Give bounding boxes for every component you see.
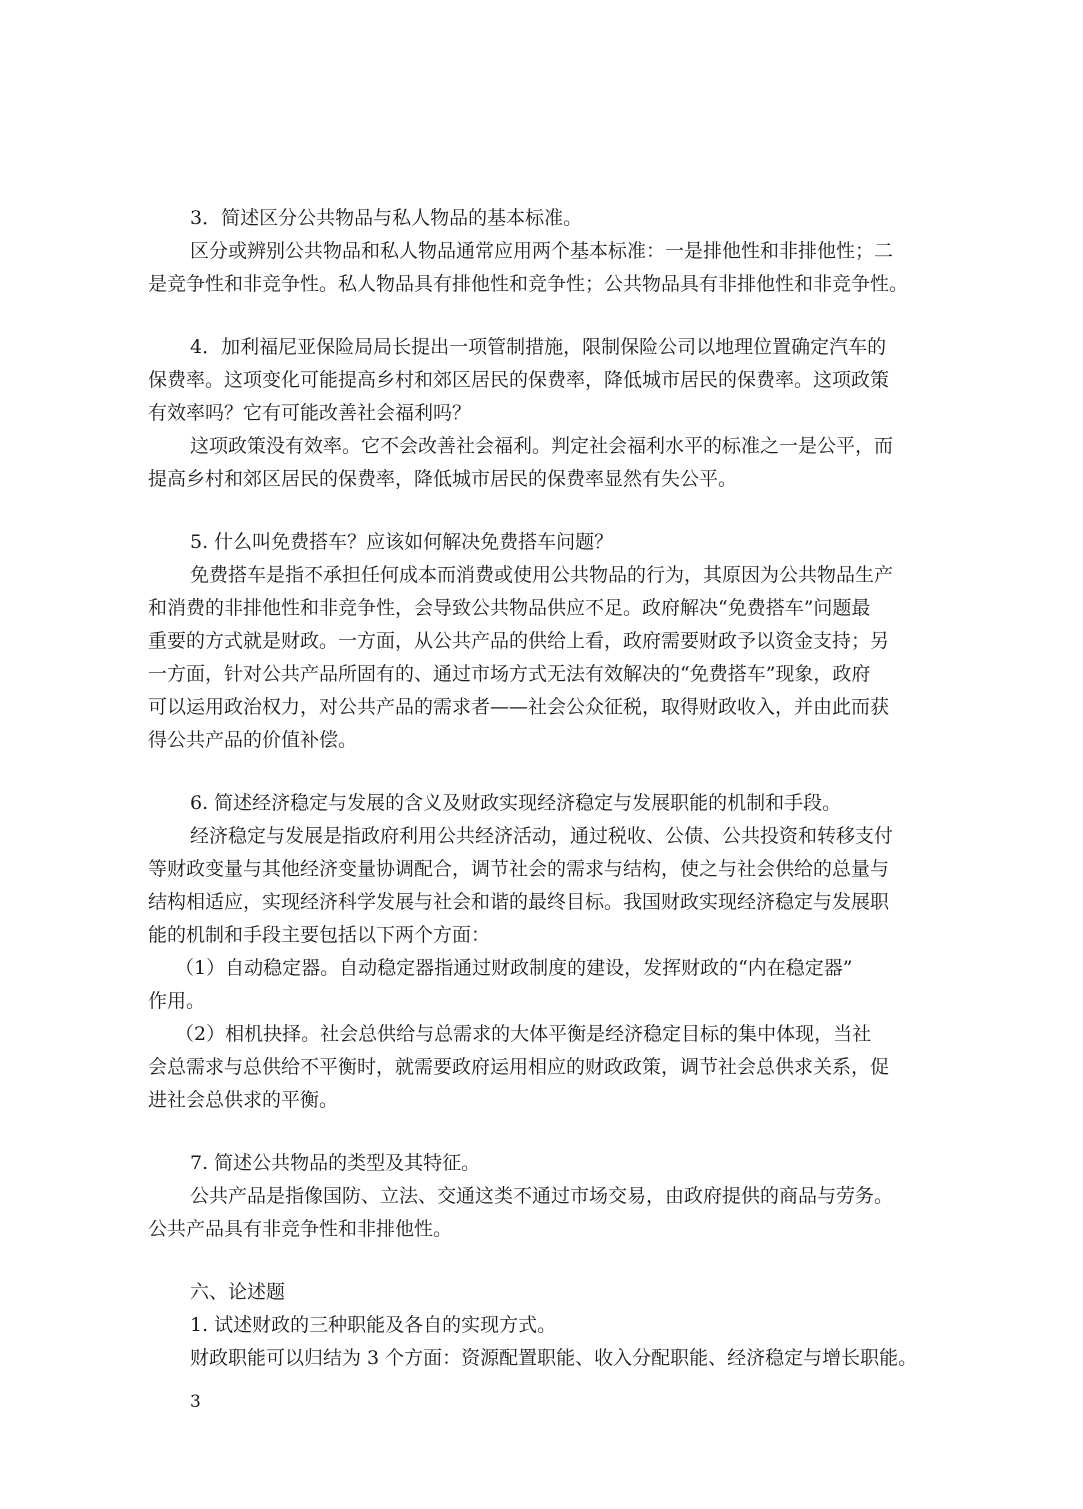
section-6-heading: 六、论述题 <box>190 1281 286 1303</box>
spacer <box>148 1246 970 1276</box>
question-6-point-1-line: 作用。 <box>148 990 206 1012</box>
question-5-answer-line: 和消费的非排他性和非竞争性，会导致公共物品供应不足。政府解决“免费搭车”问题最 <box>148 597 871 619</box>
question-4-answer-line: 提高乡村和郊区居民的保费率，降低城市居民的保费率显然有失公平。 <box>148 468 738 490</box>
question-5-title: 5. 什么叫免费搭车？应该如何解决免费搭车问题？ <box>190 531 614 553</box>
question-4-title-line: 保费率。这项变化可能提高乡村和郊区居民的保费率，降低城市居民的保费率。这项政策 <box>148 369 890 391</box>
page-number: 3 <box>190 1392 201 1412</box>
question-4-title-line: 4．加利福尼亚保险局局长提出一项管制措施，限制保险公司以地理位置确定汽车的 <box>190 336 887 358</box>
question-6-title: 6. 简述经济稳定与发展的含义及财政实现经济稳定与发展职能的机制和手段。 <box>190 792 842 814</box>
question-5-answer-line: 得公共产品的价值补偿。 <box>148 729 358 751</box>
section-6-question-1-answer: 财政职能可以归结为 3 个方面：资源配置职能、收入分配职能、经济稳定与增长职能。 <box>190 1347 918 1369</box>
question-6-answer-line: 经济稳定与发展是指政府利用公共经济活动，通过税收、公债、公共投资和转移支付 <box>190 825 894 847</box>
question-5-answer-line: 一方面，针对公共产品所固有的、通过市场方式无法有效解决的“免费搭车”现象，政府 <box>148 663 871 685</box>
spacer <box>148 757 970 787</box>
question-5-answer-line: 重要的方式就是财政。一方面，从公共产品的供给上看，政府需要财政予以资金支持；另 <box>148 630 890 652</box>
question-7-answer-line: 公共产品是指像国防、立法、交通这类不通过市场交易，由政府提供的商品与劳务。 <box>190 1185 894 1207</box>
question-6-point-2-line: 会总需求与总供给不平衡时，就需要政府运用相应的财政政策，调节社会总供求关系，促 <box>148 1056 890 1078</box>
question-3-answer-line: 是竞争性和非竞争性。私人物品具有排他性和竞争性；公共物品具有非排他性和非竞争性。 <box>148 273 909 295</box>
question-6-answer-line: 等财政变量与其他经济变量协调配合，调节社会的需求与结构，使之与社会供给的总量与 <box>148 858 890 880</box>
section-6-question-1-title: 1. 试述财政的三种职能及各自的实现方式。 <box>190 1314 557 1336</box>
question-3-title: 3．简述区分公共物品与私人物品的基本标准。 <box>190 207 583 229</box>
question-6-point-1-line: （1）自动稳定器。自动稳定器指通过财政制度的建设，发挥财政的“内在稳定器” <box>175 957 853 979</box>
question-5-answer-line: 可以运用政治权力，对公共产品的需求者——社会公众征税，取得财政收入，并由此而获 <box>148 696 890 718</box>
page-content <box>148 202 970 1375</box>
spacer <box>148 496 970 526</box>
question-7-title: 7. 简述公共物品的类型及其特征。 <box>190 1152 481 1174</box>
question-6-answer-line: 能的机制和手段主要包括以下两个方面： <box>148 924 491 946</box>
question-3-answer-line: 区分或辨别公共物品和私人物品通常应用两个基本标准：一是排他性和非排他性；二 <box>190 240 894 262</box>
question-4-title-line: 有效率吗？它有可能改善社会福利吗？ <box>148 402 472 424</box>
question-6-point-2-line: （2）相机抉择。社会总供给与总需求的大体平衡是经济稳定目标的集中体现，当社 <box>175 1023 872 1045</box>
spacer <box>148 1117 970 1147</box>
question-4-answer-line: 这项政策没有效率。它不会改善社会福利。判定社会福利水平的标准之一是公平，而 <box>190 435 894 457</box>
question-6-point-2-line: 进社会总供求的平衡。 <box>148 1089 339 1111</box>
question-5-answer-line: 免费搭车是指不承担任何成本而消费或使用公共物品的行为，其原因为公共物品生产 <box>190 564 894 586</box>
question-7-answer-line: 公共产品具有非竞争性和非排他性。 <box>148 1218 453 1240</box>
spacer <box>148 301 970 331</box>
question-6-answer-line: 结构相适应，实现经济科学发展与社会和谐的最终目标。我国财政实现经济稳定与发展职 <box>148 891 890 913</box>
